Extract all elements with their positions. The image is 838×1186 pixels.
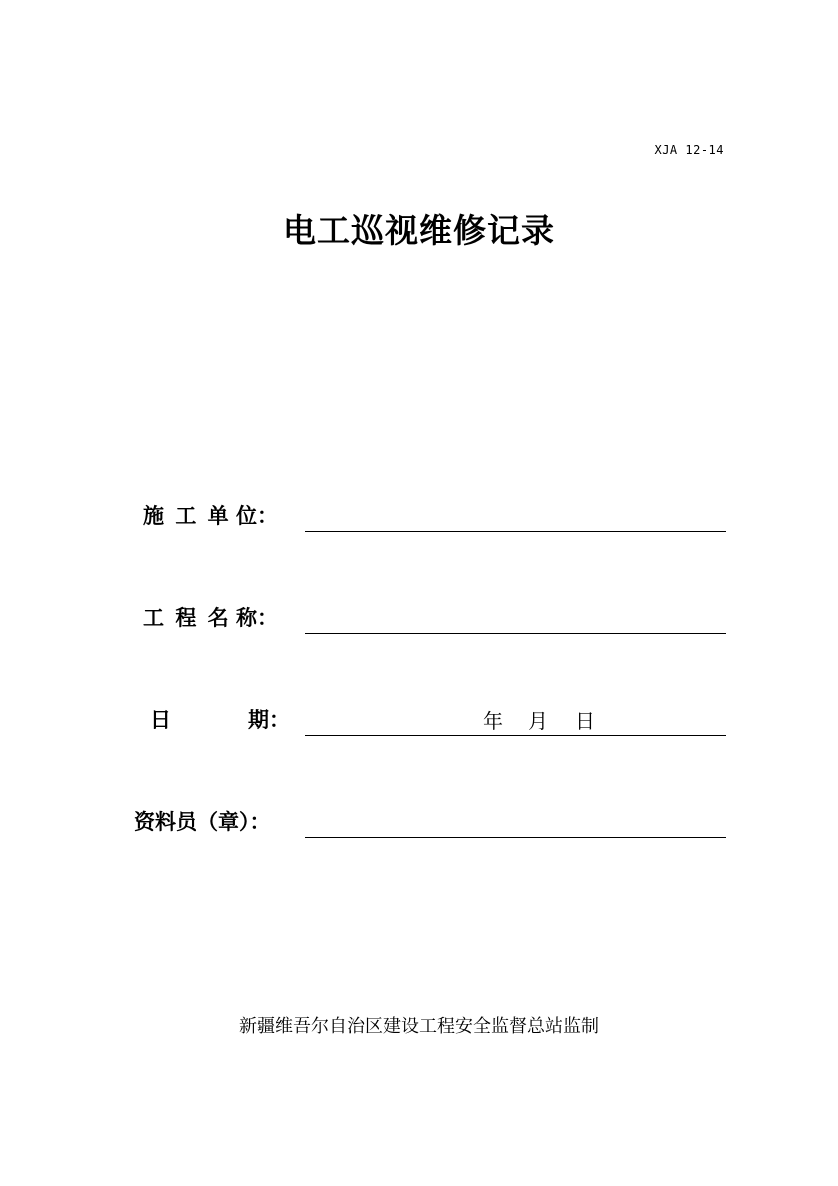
field-date [130, 696, 726, 736]
construction-unit-input-line[interactable] [305, 503, 726, 532]
form-code: XJA 12-14 [654, 143, 724, 157]
record-keeper-input-line[interactable] [305, 809, 726, 838]
field-construction-unit [130, 492, 726, 532]
document-title: 电工巡视维修记录 [283, 211, 555, 250]
date-day-label: 日 [575, 709, 595, 733]
field-project-name [130, 594, 726, 634]
construction-unit-label: 施 工 单 位： [143, 503, 278, 528]
project-name-label: 工 程 名 称： [143, 605, 278, 630]
record-keeper-label: 资料员（章）： [134, 809, 271, 834]
date-parts [308, 705, 595, 734]
date-year-label: 年 [483, 709, 503, 733]
date-month-label: 月 [528, 709, 548, 733]
date-label: 日 期： [150, 707, 290, 732]
footer-supervisor: 新疆维吾尔自治区建设工程安全监督总站监制 [239, 1016, 599, 1037]
field-record-keeper [130, 798, 726, 838]
project-name-input-line[interactable] [305, 605, 726, 634]
